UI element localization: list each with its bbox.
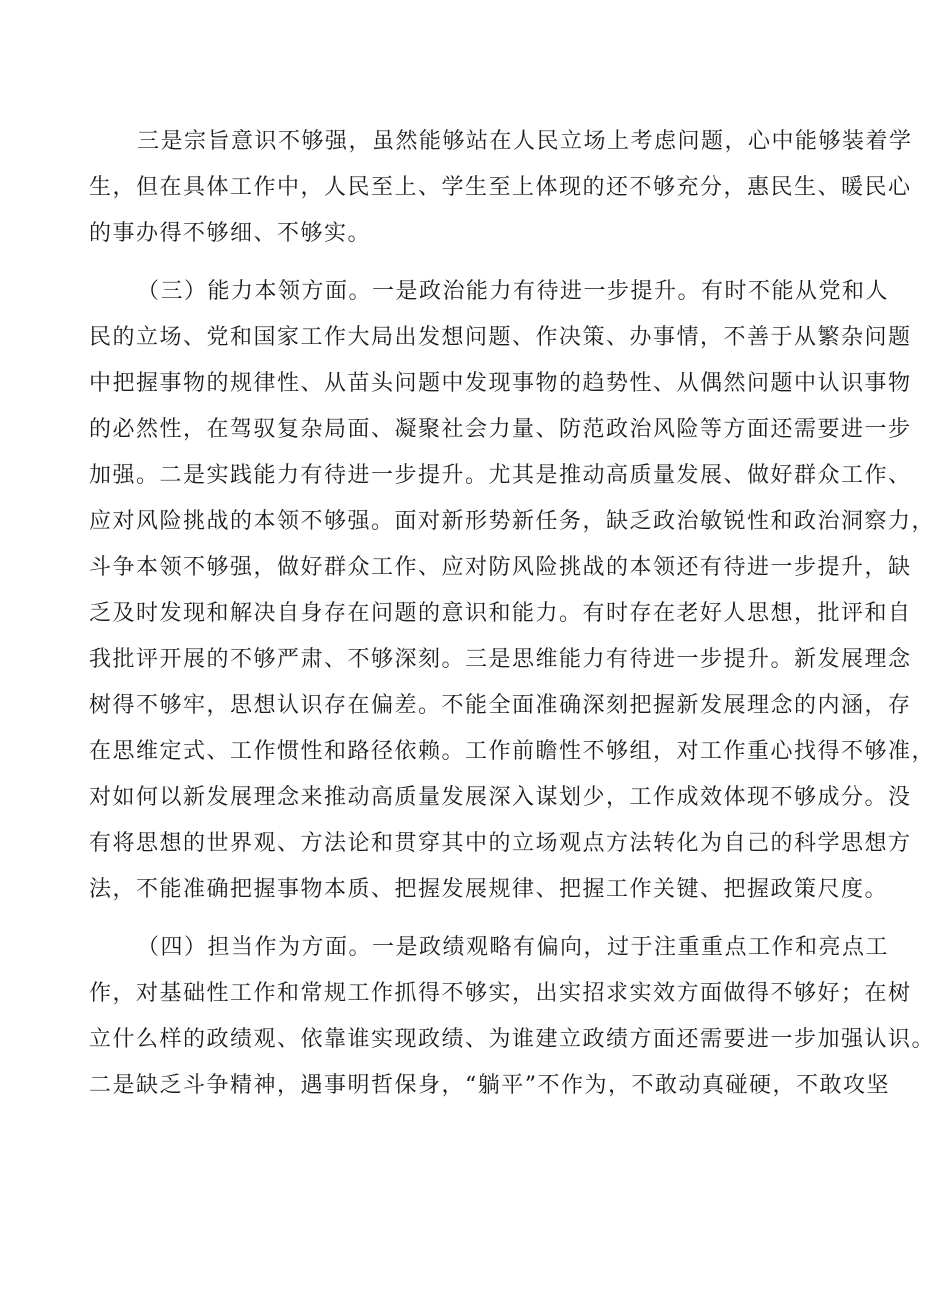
text-line: 生，但在具体工作中，人民至上、学生至上体现的还不够充分，惠民生、暖民心 [89, 175, 912, 200]
paragraph-ability [89, 269, 935, 913]
text-line: 树得不够牢，思想认识存在偏差。不能全面准确深刻把握新发展理念的内涵，存 [89, 693, 912, 718]
text-line: 的事办得不够细、不够实。 [89, 221, 372, 246]
text-line: 二是缺乏斗争精神，遇事明哲保身，“躺平”不作为，不敢动真碰硬，不敢攻坚 [89, 1073, 890, 1098]
text-line: 在思维定式、工作惯性和路径依赖。工作前瞻性不够组，对工作重心找得不够准， [89, 739, 935, 764]
text-line: 应对风险挑战的本领不够强。面对新形势新任务，缺乏政治敏锐性和政治洞察力， [89, 509, 935, 534]
document-body [89, 119, 935, 1109]
text-line: 加强。二是实践能力有待进一步提升。尤其是推动高质量发展、做好群众工作、 [89, 463, 912, 488]
text-line: 民的立场、党和国家工作大局出发想问题、作决策、办事情，不善于从繁杂问题 [89, 325, 912, 350]
text-line: 法，不能准确把握事物本质、把握发展规律、把握工作关键、把握政策尺度。 [89, 877, 889, 902]
text-line: 作，对基础性工作和常规工作抓得不够实，出实招求实效方面做得不够好；在树 [89, 981, 912, 1006]
text-line: 斗争本领不够强，做好群众工作、应对防风险挑战的本领还有待进一步提升，缺 [89, 555, 912, 580]
text-line: 的必然性，在驾驭复杂局面、凝聚社会力量、防范政治风险等方面还需要进一步 [89, 417, 912, 442]
text-line: 有将思想的世界观、方法论和贯穿其中的立场观点方法转化为自己的科学思想方 [89, 831, 912, 856]
text-line: 三是宗旨意识不够强，虽然能够站在人民立场上考虑问题，心中能够装着学 [137, 129, 913, 154]
text-line: 立什么样的政绩观、依靠谁实现政绩、为谁建立政绩方面还需要进一步加强认识。 [89, 1027, 935, 1052]
paragraph-purpose-awareness [89, 119, 913, 257]
text-line: 我批评开展的不够严肃、不够深刻。三是思维能力有待进一步提升。新发展理念 [89, 647, 912, 672]
text-line: 中把握事物的规律性、从苗头问题中发现事物的趋势性、从偶然问题中认识事物 [89, 371, 912, 396]
text-line: 对如何以新发展理念来推动高质量发展深入谋划少，工作成效体现不够成分。没 [89, 785, 912, 810]
text-line: 乏及时发现和解决自身存在问题的意识和能力。有时存在老好人思想，批评和自 [89, 601, 912, 626]
text-line: （三）能力本领方面。一是政治能力有待进一步提升。有时不能从党和人 [137, 279, 890, 304]
paragraph-responsibility [89, 925, 935, 1109]
text-line: （四）担当作为方面。一是政绩观略有偏向，过于注重重点工作和亮点工 [137, 935, 890, 960]
